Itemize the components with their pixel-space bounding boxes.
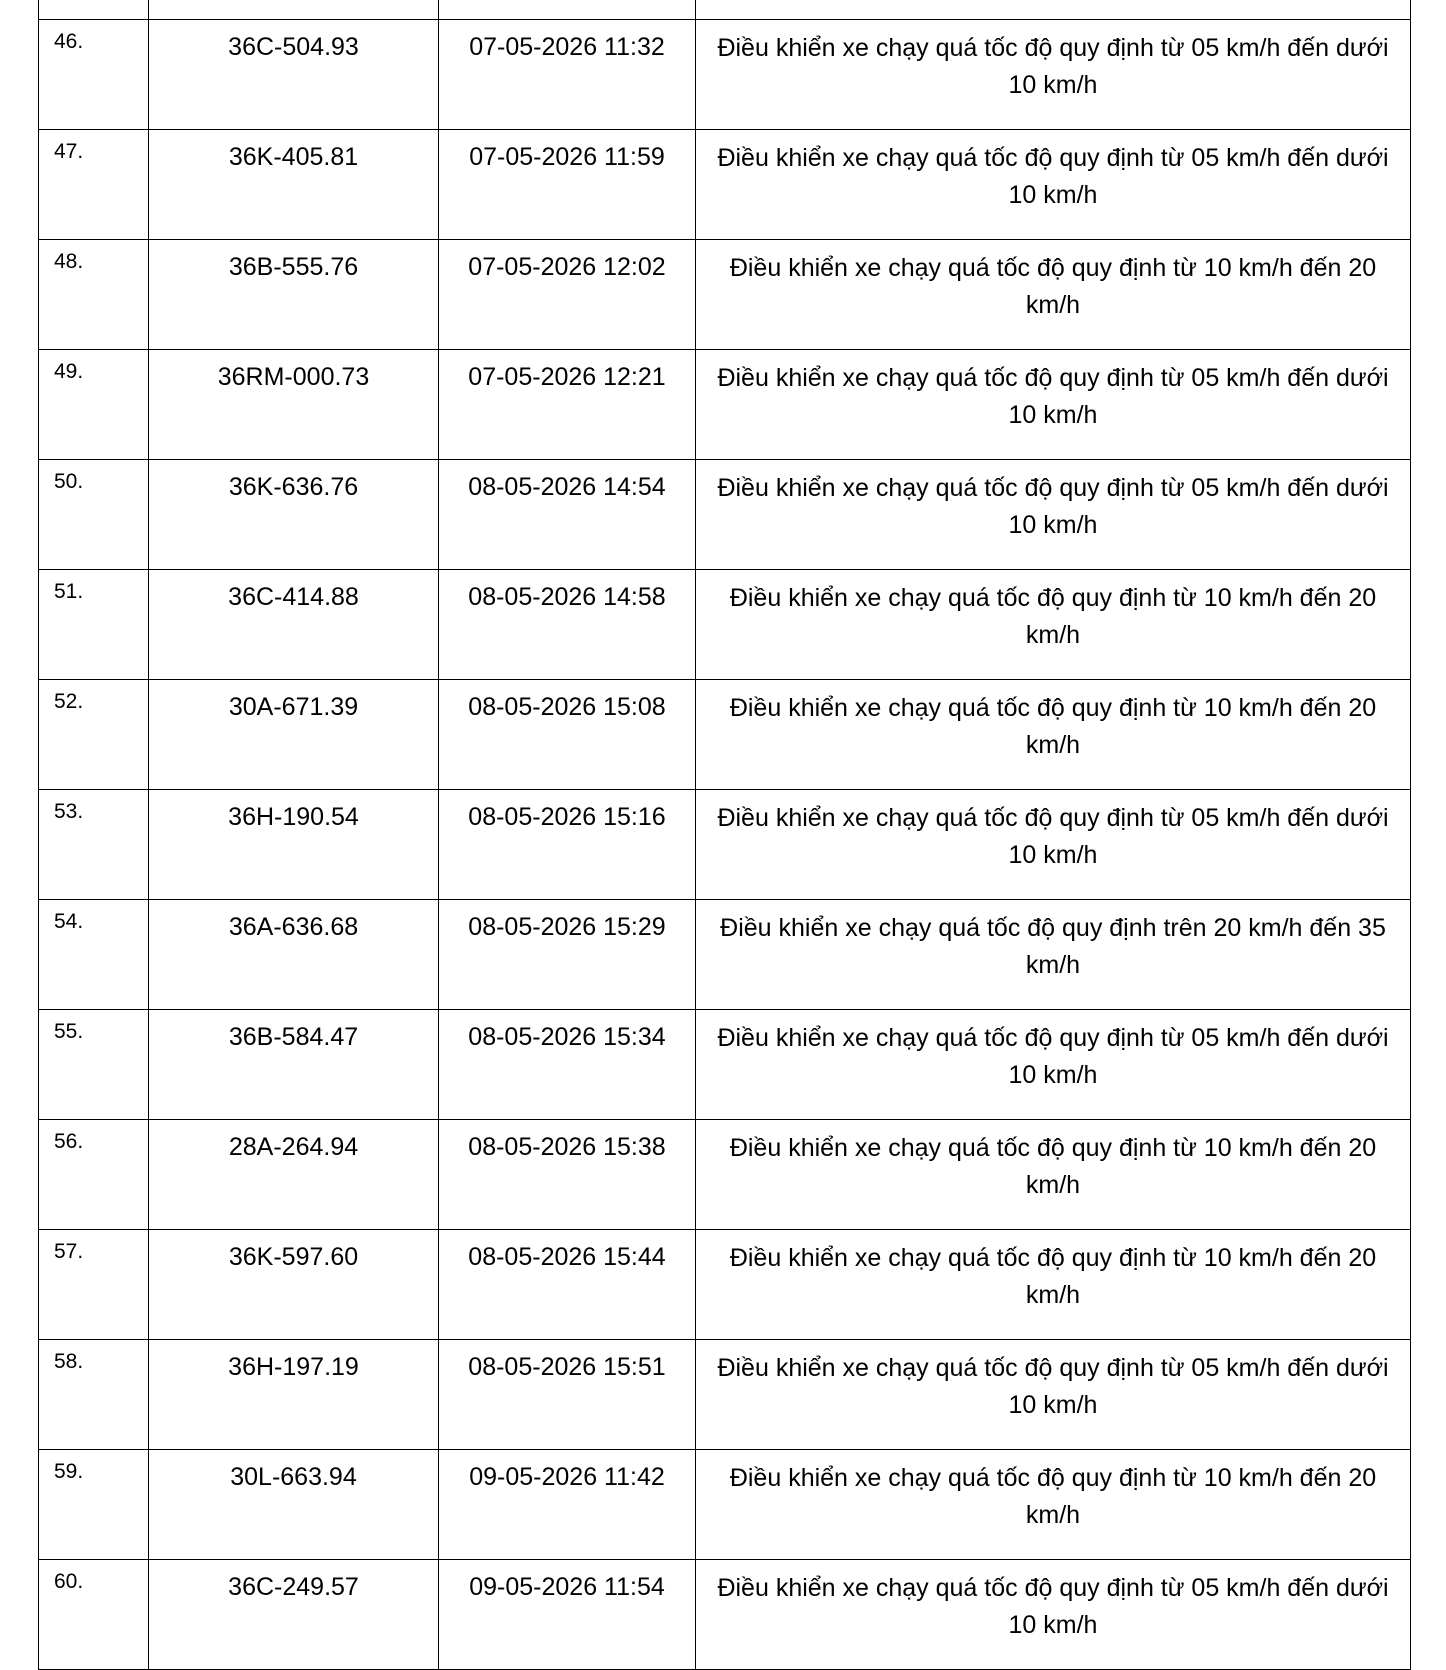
table-cell-violation-time [439,459,696,569]
table-cell-violation-time [439,1009,696,1119]
violation-time: 08-05-2026 15:08 [468,692,666,721]
table-row [39,1559,1411,1669]
row-number: 60. [54,1569,84,1593]
violation-time: 08-05-2026 15:51 [468,1352,666,1381]
table-cell-row-number [39,789,149,899]
row-number: 46. [54,29,84,53]
table-row [39,1449,1411,1559]
row-number: 51. [54,579,84,603]
license-plate: 30A-671.39 [228,692,359,721]
license-plate: 36C-504.93 [228,32,359,61]
violation-time: 08-05-2026 15:34 [468,1022,666,1051]
table-cell-violation-description [696,459,1411,569]
table-cell-violation-description [696,1559,1411,1669]
table-cell-violation-description [696,1339,1411,1449]
table-cell-empty [39,0,149,19]
table-cell-row-number [39,1119,149,1229]
table-cell-violation-description [696,569,1411,679]
violation-description: Điều khiển xe chạy quá tốc độ quy định từ 05 km/h đến dưới 10 km/h [717,473,1389,539]
table-cell-violation-time [439,1119,696,1229]
table-cell-violation-time [439,239,696,349]
row-number: 54. [54,909,84,933]
table-cell-row-number [39,899,149,1009]
table-cell-license-plate [149,899,439,1009]
table-cell-violation-time [439,899,696,1009]
table-cell-violation-description [696,789,1411,899]
row-number: 53. [54,799,84,823]
table-row [39,459,1411,569]
table-cell-license-plate [149,19,439,129]
violation-time: 09-05-2026 11:54 [469,1572,665,1601]
table-cell-row-number [39,349,149,459]
violation-time: 08-05-2026 15:44 [468,1242,666,1271]
license-plate: 36C-249.57 [228,1572,359,1601]
violation-description: Điều khiển xe chạy quá tốc độ quy định trên 20 km/h đến 35 km/h [720,913,1386,979]
table-cell-violation-description [696,1449,1411,1559]
table-cell-row-number [39,1229,149,1339]
violation-description: Điều khiển xe chạy quá tốc độ quy định từ 10 km/h đến 20 km/h [729,583,1377,649]
table-cell-row-number [39,129,149,239]
table-cell-violation-description [696,1009,1411,1119]
license-plate: 36H-197.19 [228,1352,359,1381]
table-cell-row-number [39,239,149,349]
violation-time: 09-05-2026 11:42 [469,1462,665,1491]
table-row [39,899,1411,1009]
violation-description: Điều khiển xe chạy quá tốc độ quy định từ 10 km/h đến 20 km/h [729,1463,1377,1529]
table-cell-violation-description [696,129,1411,239]
table-cell-violation-time [439,19,696,129]
table-cell-violation-time [439,1339,696,1449]
license-plate: 36K-405.81 [228,142,359,171]
violation-description: Điều khiển xe chạy quá tốc độ quy định từ 05 km/h đến dưới 10 km/h [717,1353,1389,1419]
table-cell-row-number [39,19,149,129]
violation-table-container [38,0,1410,1670]
license-plate: 36K-597.60 [228,1242,359,1271]
violation-time: 08-05-2026 15:16 [468,802,666,831]
table-cell-row-number [39,1559,149,1669]
table-row [39,1229,1411,1339]
table-cell-violation-description [696,1119,1411,1229]
table-cell-violation-time [439,789,696,899]
table-cell-license-plate [149,459,439,569]
table-row [39,569,1411,679]
violation-time: 08-05-2026 14:54 [468,472,666,501]
license-plate: 30L-663.94 [230,1462,357,1491]
license-plate: 36B-584.47 [228,1022,359,1051]
table-cell-license-plate [149,1119,439,1229]
license-plate: 28A-264.94 [228,1132,359,1161]
table-cell-license-plate [149,569,439,679]
violation-description: Điều khiển xe chạy quá tốc độ quy định từ 10 km/h đến 20 km/h [729,253,1377,319]
table-cell-license-plate [149,679,439,789]
table-cell-violation-time [439,349,696,459]
table-cell-license-plate [149,1449,439,1559]
table-cell-empty [149,0,439,19]
table-cell-empty [696,0,1411,19]
table-cell-violation-description [696,349,1411,459]
violation-time: 08-05-2026 15:29 [468,912,666,941]
table-row [39,1339,1411,1449]
violation-time: 07-05-2026 12:21 [468,362,666,391]
violation-table-body [39,0,1411,1669]
table-row [39,129,1411,239]
table-cell-violation-time [439,1559,696,1669]
violation-description: Điều khiển xe chạy quá tốc độ quy định từ 05 km/h đến dưới 10 km/h [717,363,1389,429]
table-cell-license-plate [149,1009,439,1119]
table-cell-empty [439,0,696,19]
table-cell-violation-time [439,129,696,239]
row-number: 47. [54,139,84,163]
table-cell-violation-time [439,569,696,679]
table-row [39,1009,1411,1119]
license-plate: 36C-414.88 [228,582,359,611]
license-plate: 36A-636.68 [228,912,359,941]
violation-description: Điều khiển xe chạy quá tốc độ quy định từ 05 km/h đến dưới 10 km/h [717,33,1389,99]
violation-description: Điều khiển xe chạy quá tốc độ quy định từ 05 km/h đến dưới 10 km/h [717,803,1389,869]
table-row-partial [39,0,1411,19]
table-row [39,789,1411,899]
table-row [39,239,1411,349]
violation-description: Điều khiển xe chạy quá tốc độ quy định từ 05 km/h đến dưới 10 km/h [717,143,1389,209]
row-number: 49. [54,359,84,383]
table-cell-license-plate [149,1339,439,1449]
violation-time: 07-05-2026 12:02 [468,252,666,281]
violation-time: 07-05-2026 11:32 [469,32,665,61]
table-cell-violation-time [439,1229,696,1339]
table-row [39,19,1411,129]
table-cell-license-plate [149,349,439,459]
row-number: 56. [54,1129,84,1153]
row-number: 48. [54,249,84,273]
table-cell-violation-time [439,679,696,789]
table-cell-row-number [39,679,149,789]
table-cell-row-number [39,1449,149,1559]
table-row [39,679,1411,789]
table-cell-violation-description [696,239,1411,349]
table-cell-violation-description [696,19,1411,129]
table-cell-violation-description [696,1229,1411,1339]
license-plate: 36H-190.54 [228,802,359,831]
table-cell-license-plate [149,129,439,239]
license-plate: 36RM-000.73 [217,362,370,391]
violation-description: Điều khiển xe chạy quá tốc độ quy định từ 05 km/h đến dưới 10 km/h [717,1573,1389,1639]
violation-description: Điều khiển xe chạy quá tốc độ quy định từ 10 km/h đến 20 km/h [729,693,1377,759]
violation-description: Điều khiển xe chạy quá tốc độ quy định từ 10 km/h đến 20 km/h [729,1243,1377,1309]
violation-description: Điều khiển xe chạy quá tốc độ quy định từ 10 km/h đến 20 km/h [729,1133,1377,1199]
row-number: 55. [54,1019,84,1043]
row-number: 52. [54,689,84,713]
table-cell-license-plate [149,1559,439,1669]
violation-time: 08-05-2026 15:38 [468,1132,666,1161]
violation-description: Điều khiển xe chạy quá tốc độ quy định từ 05 km/h đến dưới 10 km/h [717,1023,1389,1089]
table-cell-violation-description [696,679,1411,789]
table-cell-row-number [39,1339,149,1449]
table-row [39,1119,1411,1229]
row-number: 57. [54,1239,84,1263]
table-row [39,349,1411,459]
table-cell-row-number [39,569,149,679]
table-cell-license-plate [149,1229,439,1339]
license-plate: 36K-636.76 [228,472,359,501]
row-number: 50. [54,469,84,493]
row-number: 58. [54,1349,84,1373]
table-cell-license-plate [149,239,439,349]
violation-table [38,0,1411,1670]
license-plate: 36B-555.76 [228,252,359,281]
row-number: 59. [54,1459,84,1483]
table-cell-license-plate [149,789,439,899]
violation-time: 07-05-2026 11:59 [469,142,665,171]
table-cell-violation-description [696,899,1411,1009]
violation-time: 08-05-2026 14:58 [468,582,666,611]
table-cell-violation-time [439,1449,696,1559]
table-cell-row-number [39,459,149,569]
table-cell-row-number [39,1009,149,1119]
